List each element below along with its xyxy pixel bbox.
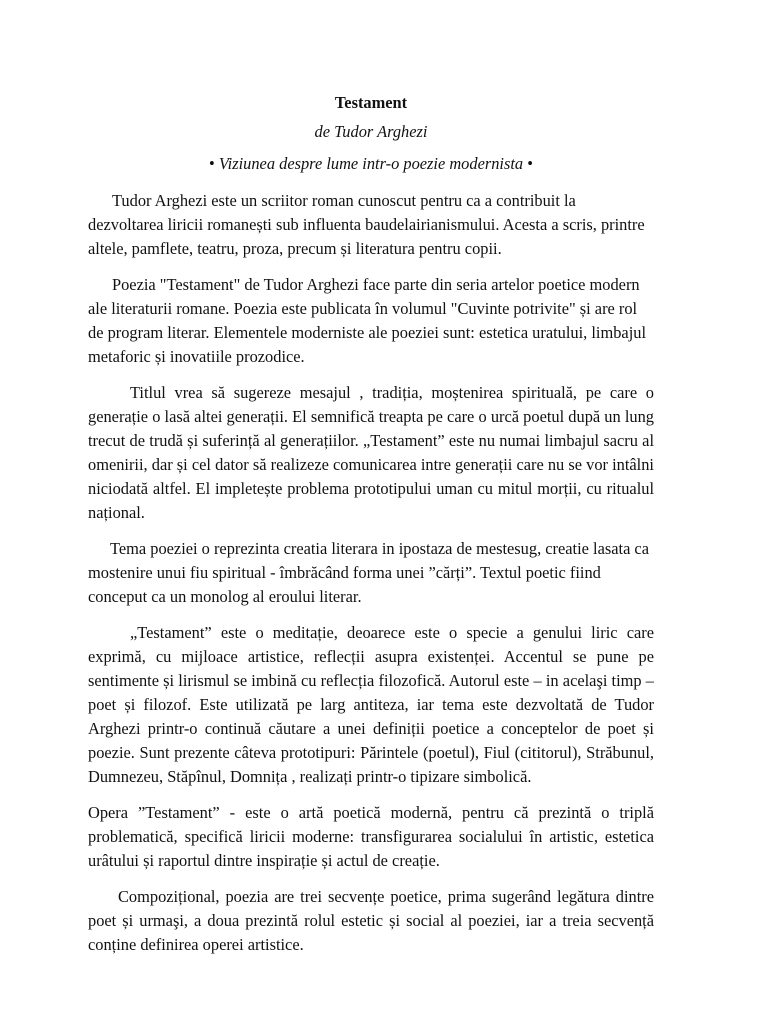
- paragraph-meditation: „Testament” este o meditație, deoarece este o specie a genului liric care exprimă, cu mijloace artistice, reflecții asupra existenței. Accentul se pune pe sentimente și lirismul se imbină cu reflecția filozofică. Autorul este – in acelaşi timp – poet și filozof. Este utilizată pe larg antiteza, iar tema este dezvoltată de Tudor Arghezi printr-o continuă căutare a unei definiții poetice a conceptelor de poet și poezie. Sunt prezente câteva prototipuri: Părintele (poetul), Fiul (cititorul), Străbunul, Dumnezeu, Stăpînul, Domnița , realizați printr-o tipizare simbolică.: [88, 623, 654, 786]
- subtitle-line: [88, 152, 654, 176]
- author-line: de Tudor Arghezi: [314, 122, 428, 141]
- paragraph-intro: Tudor Arghezi este un scriitor roman cunoscut pentru ca a contribuit la dezvoltarea liricii romanești sub influenta baudelairianismului. Acesta a scris, printre altele, pamflete, teatru, proza, precum și literatura pentru copii.: [88, 191, 645, 258]
- paragraph-composition: Compozițional, poezia are trei secvențe poetice, prima sugerând legătura dintre poet și urmaşi, a doua prezintă rolul estetic și social al poeziei, iar a treia secvență conține definirea operei artistice.: [88, 887, 654, 954]
- paragraph-title-meaning: Titlul vrea să sugereze mesajul , tradiția, moștenirea spirituală, pe care o generație o lasă altei generații. El semnifică treapta pe care o urcă poetul după un lung trecut de trudă și suferință al generațiilor. „Testament” este nu numai limbajul sacru al omenirii, dar și cel dator să realizeze comunicarea intre generații care nu se vor intâlni niciodată altfel. El impletește problema prototipului uman cu mitul morții, cu ritualul național.: [88, 383, 654, 522]
- subtitle-text: Viziunea despre lume intr-o poezie modernista: [218, 154, 524, 173]
- paragraph-ars-poetica: Opera ”Testament” - este o artă poetică modernă, pentru că prezintă o triplă problematică, specifică liricii moderne: transfigurarea socialului în artistic, estetica urâtului și raportul dintre inspirație și actul de creație.: [88, 803, 654, 870]
- bullet-right: •: [527, 154, 533, 173]
- paragraph-poem-context: Poezia "Testament" de Tudor Arghezi face parte din seria artelor poetice modern ale literaturii romane. Poezia este publicata în volumul "Cuvinte potrivite" și are rol de program literar. Elementele moderniste ale poeziei sunt: estetica uratului, limbajul metaforic și inovatiile prozodice.: [88, 275, 646, 366]
- bullet-left: •: [209, 154, 215, 173]
- page-title: Testament: [334, 93, 408, 112]
- paragraph-theme: Tema poeziei o reprezinta creatia literara in ipostaza de mestesug, creatie lasata ca mostenire unui fiu spiritual - îmbrăcând forma unei ”cărți”. Textul poetic fiind conceput ca un monolog al eroului literar.: [88, 539, 649, 606]
